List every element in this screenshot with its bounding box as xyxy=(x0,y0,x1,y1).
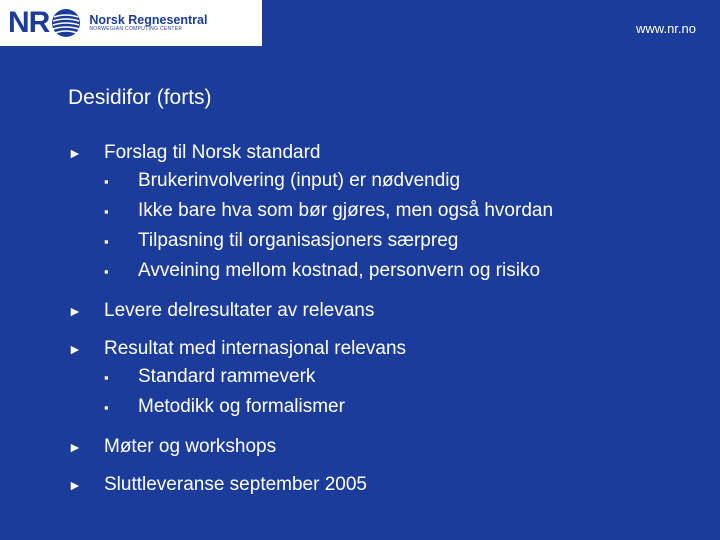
sub-bullet-item xyxy=(68,166,708,196)
bullet-text: Levere delresultater av relevans xyxy=(104,300,375,321)
square-bullet-icon: ▪ xyxy=(104,400,109,415)
triangle-bullet-icon: ► xyxy=(68,303,82,319)
triangle-bullet-icon: ► xyxy=(68,477,82,493)
square-bullet-icon: ▪ xyxy=(104,264,109,279)
bullet-item xyxy=(68,472,708,498)
bullet-text: Sluttleveranse september 2005 xyxy=(104,474,367,495)
globe-icon xyxy=(51,8,81,38)
logo-text xyxy=(89,14,207,33)
bullet-item xyxy=(68,140,708,166)
website-url[interactable]: www.nr.no xyxy=(636,21,696,36)
bullet-text: Møter og workshops xyxy=(104,436,277,457)
bullet-item xyxy=(68,336,708,362)
triangle-bullet-icon: ► xyxy=(68,439,82,455)
bullet-item xyxy=(68,434,708,460)
triangle-bullet-icon: ► xyxy=(68,341,82,357)
square-bullet-icon: ▪ xyxy=(104,370,109,385)
logo-nr-text: NR xyxy=(8,6,50,39)
sub-bullet-text: Tilpasning til organisasjoners særpreg xyxy=(138,230,459,251)
sub-bullet-text: Avveining mellom kostnad, personvern og risiko xyxy=(138,260,541,281)
logo-tagline: NORWEGIAN COMPUTING CENTER xyxy=(89,25,183,32)
sub-bullet-text: Metodikk og formalismer xyxy=(138,396,345,417)
sub-bullet-text: Standard rammeverk xyxy=(138,366,316,387)
bullet-text: Forslag til Norsk standard xyxy=(104,142,321,163)
bullet-item xyxy=(68,298,708,324)
triangle-bullet-icon: ► xyxy=(68,145,82,161)
logo-name: Norsk Regnesentral xyxy=(89,12,208,27)
square-bullet-icon: ▪ xyxy=(104,174,109,189)
square-bullet-icon: ▪ xyxy=(104,204,109,219)
sub-bullet-item xyxy=(68,392,708,422)
sub-bullet-item xyxy=(68,196,708,226)
square-bullet-icon: ▪ xyxy=(104,234,109,249)
slide-title: Desidifor (forts) xyxy=(68,86,212,109)
nr-logo xyxy=(0,0,262,46)
sub-bullet-text: Brukerinvolvering (input) er nødvendig xyxy=(138,170,461,191)
sub-bullet-item xyxy=(68,226,708,256)
bullet-text: Resultat med internasjonal relevans xyxy=(104,338,407,359)
sub-bullet-item xyxy=(68,362,708,392)
sub-bullet-item xyxy=(68,256,708,286)
slide-content xyxy=(68,140,708,498)
logo-mark xyxy=(8,8,81,38)
sub-bullet-text: Ikke bare hva som bør gjøres, men også hvordan xyxy=(138,200,554,221)
